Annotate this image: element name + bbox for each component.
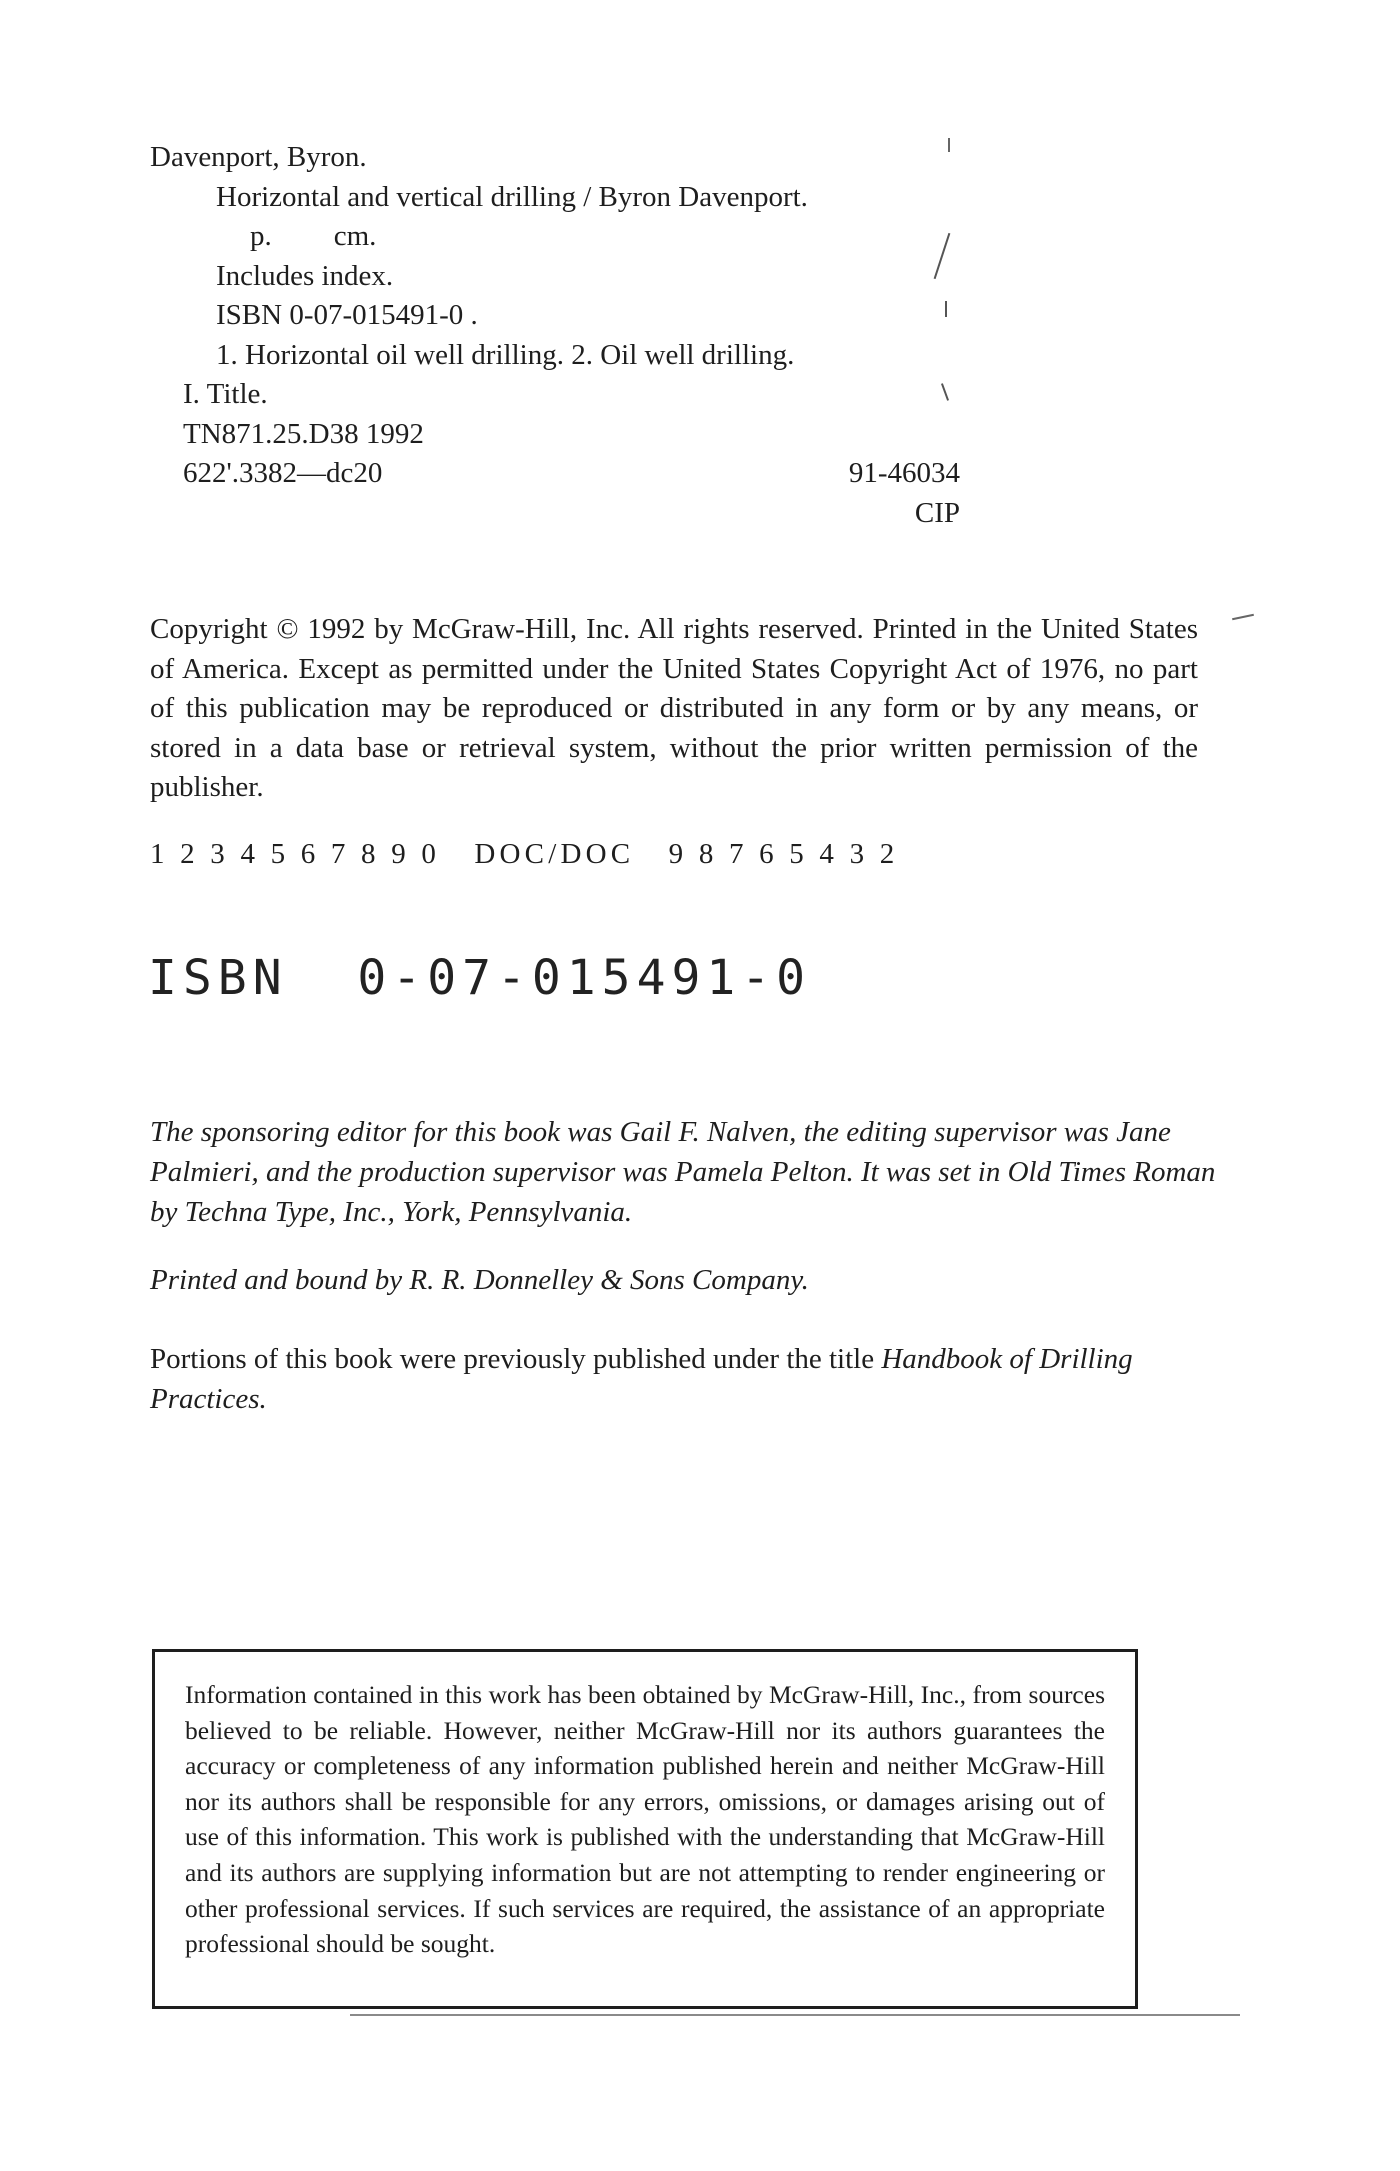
cip-physical-description: [150, 217, 950, 257]
cip-dewey: 622'.3382—dc20: [183, 457, 383, 489]
cip-label: CIP: [914, 496, 960, 529]
cip-cm: cm.: [333, 220, 377, 252]
cip-lc-class: TN871.25.D38 1992: [183, 417, 424, 450]
portions-suffix: .: [259, 1383, 267, 1415]
cip-lccn: 91-46034: [848, 457, 960, 489]
cip-includes: Includes index.: [216, 259, 394, 292]
portions-note: [150, 1339, 1210, 1419]
scan-mark: [1232, 614, 1254, 621]
disclaimer-box: [152, 1649, 1138, 2009]
disclaimer-text: Information contained in this work has been obtained by McGraw-Hill, Inc., from sources believed to be reliable. However, neither McGraw-Hill nor its authors guarantees the accuracy or completeness of any information published herein and neither McGraw-Hill nor its authors shall be responsible for any errors, omissions, or damages arising out of use of this information. This work is published with the understanding that McGraw-Hill and its authors are supplying information but are not attempting to render engineering or other professional services. If such services are required, the assistance of an appropriate professional should be sought.: [185, 1680, 1105, 1959]
cip-isbn: ISBN 0-07-015491-0 .: [216, 299, 478, 331]
cip-pages: p.: [250, 220, 272, 252]
cip-author: Davenport, Byron.: [150, 141, 367, 173]
portions-prefix: Portions of this book were previously published under the title: [150, 1343, 882, 1375]
isbn-ocr-code: ISBN 0-07-015491-0: [148, 950, 812, 1006]
cip-subjects: 1. Horizontal oil well drilling. 2. Oil well drilling.: [216, 338, 795, 371]
divider-rule: [350, 2014, 1240, 2016]
cip-title-entry: I. Title.: [183, 378, 268, 410]
printer-note: Printed and bound by R. R. Donnelley & Sons Company.: [150, 1264, 809, 1296]
printing-line: 1 2 3 4 5 6 7 8 9 0 DOC/DOC 9 8 7 6 5 4 3 2: [150, 838, 899, 870]
scan-mark: [948, 138, 950, 152]
scan-mark: [945, 301, 947, 317]
cip-dewey-row: [150, 454, 960, 494]
editor-note: The sponsoring editor for this book was Gail F. Nalven, the editing supervisor was Jane Palmieri, and the production supervisor was Pamela Pelton. It was set in Old Times Roman by Techna Type, Inc., York, Pennsylvania.: [150, 1116, 1216, 1228]
portions-title: Handbook of Drilling Practices: [150, 1343, 1133, 1415]
copyright-notice: Copyright © 1992 by McGraw-Hill, Inc. All rights reserved. Printed in the United States of America. Except as permitted under the United States Copyright Act of 1976, no part of this publication may be reproduced or distributed in any form or by any means, or stored in a data base or retrieval system, without the prior written permission of the publisher.: [150, 613, 1198, 803]
cip-title-line: Horizontal and vertical drilling / Byron Davenport.: [216, 180, 808, 213]
cip-block: [150, 138, 960, 533]
